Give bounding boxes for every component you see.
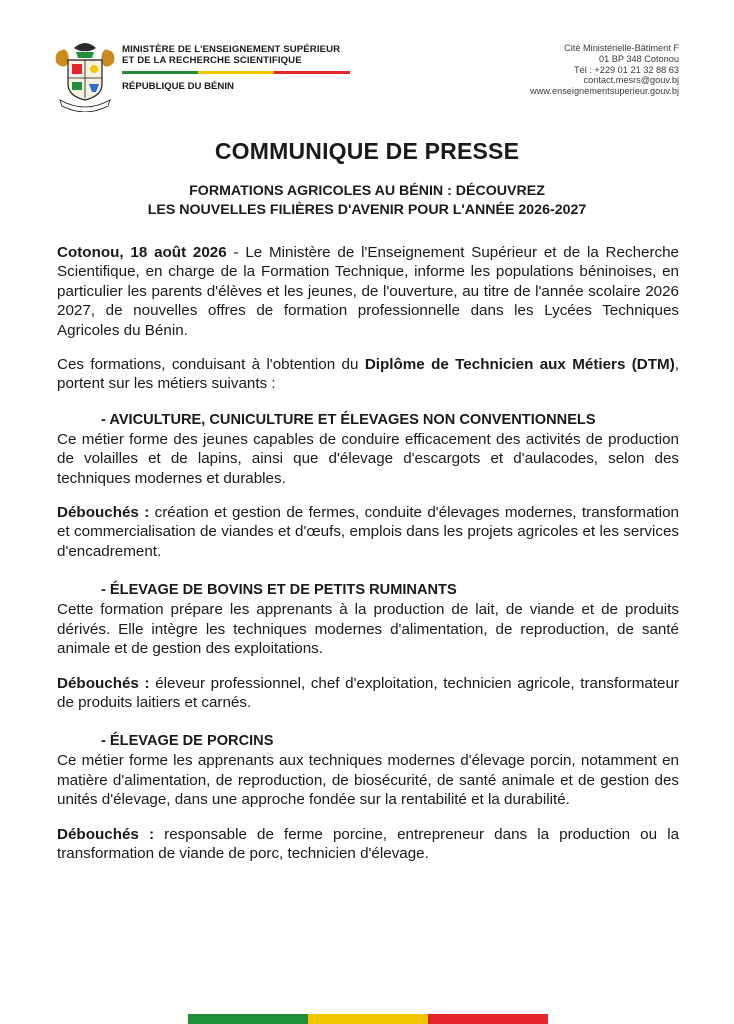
section-description: Ce métier forme des jeunes capables de conduire efficacement des activités de production de volailles et de lapins, ainsi que d'élevage d'escargots et d'aulacodes, selon des techniques modernes et durables. [57,430,679,487]
section-heading: - AVICULTURE, CUNICULTURE ET ÉLEVAGES NON CONVENTIONNELS [101,411,596,428]
outlets-label: Débouchés : [57,674,150,692]
contact-phone: Tél : +229 01 21 32 88 63 [574,64,679,75]
formations-text-after: , portent sur les métiers suivants : [57,356,679,393]
section-description: Ce métier forme les apprenants aux techniques modernes d'élevage porcin, notamment en matière d'alimentation, de reproduction, de biosécurité, de santé animale et de gestion des unités d'élevage, dans une approche fondée sur la rentabilité et la durabilité. [57,752,679,809]
outlets-text: création et gestion de fermes, conduite d'élevages modernes, transformation et commercialisation de viandes et d'œufs, emplois dans les projets agricoles et les services d'encadrement. [57,504,679,560]
intro-paragraph [57,243,679,340]
contact-po-box: 01 BP 348 Cotonou [598,53,679,64]
subtitle-line1: FORMATIONS AGRICOLES AU BÉNIN : DÉCOUVREZ [189,183,545,199]
outlets-label: Débouchés : [57,504,150,522]
outlets-text: éleveur professionnel, chef d'exploitation, technicien agricole, transformateur de produits laitiers et carnés. [57,674,679,711]
diploma-name: Diplôme de Technicien aux Métiers (DTM) [364,356,675,374]
country-name: RÉPUBLIQUE DU BÉNIN [122,81,234,92]
formations-paragraph [57,355,679,394]
section-description: Cette formation prépare les apprenants à la production de lait, de viande et de produits dérivés. Elle intègre les techniques modernes d'alimentation, de reproduction, de santé animale et de gestion des exploitations. [57,601,679,658]
ministry-name-line2: ET DE LA RECHERCHE SCIENTIFIQUE [122,55,302,66]
outlets-text: responsable de ferme porcine, entrepreneur dans la production ou la transformation de viande de porc, technicien d'élevage. [57,825,680,862]
ministry-header [122,44,352,92]
contact-website: www.enseignementsuperieur.gouv.bj [530,86,679,97]
press-release-body [57,243,679,878]
section-outlets [57,674,679,713]
page-title: COMMUNIQUE DE PRESSE [214,138,520,164]
page-subtitle [0,182,734,220]
section-outlets [57,825,679,864]
outlets-label: Débouchés : [57,825,155,843]
section-outlets [57,503,679,561]
intro-text: - Le Ministère de l'Enseignement Supérieur et de la Recherche Scientifique, en charge de la Formation Technique, informe les populations béninoises, en particulier les parents d'élèves et les jeunes, de l'ouverture, au titre de l'année scolaire 2026 2027, de nouvelles offres de formation professionnelle dans les Lycées Techniques Agricoles du Bénin. [57,244,680,339]
ministry-name-line1: MINISTÈRE DE L'ENSEIGNEMENT SUPÉRIEUR [122,44,341,55]
dateline: Cotonou, 18 août 2026 [57,244,227,261]
section-heading: - ÉLEVAGE DE BOVINS ET DE PETITS RUMINANTS [101,582,457,599]
benin-coat-of-arms-icon [52,40,118,112]
contact-email: contact.mesrs@gouv.bj [583,75,679,86]
formations-text-before: Ces formations, conduisant à l'obtention du [57,356,365,374]
subtitle-line2: LES NOUVELLES FILIÈRES D'AVENIR POUR L'ANNÉE 2026-2027 [147,202,587,218]
flag-color-bar [122,71,350,74]
contact-block [530,43,679,97]
footer-flag-bar [188,1014,548,1024]
contact-address: Cité Ministérielle-Bâtiment F [564,43,679,53]
section-heading: - ÉLEVAGE DE PORCINS [101,733,274,750]
